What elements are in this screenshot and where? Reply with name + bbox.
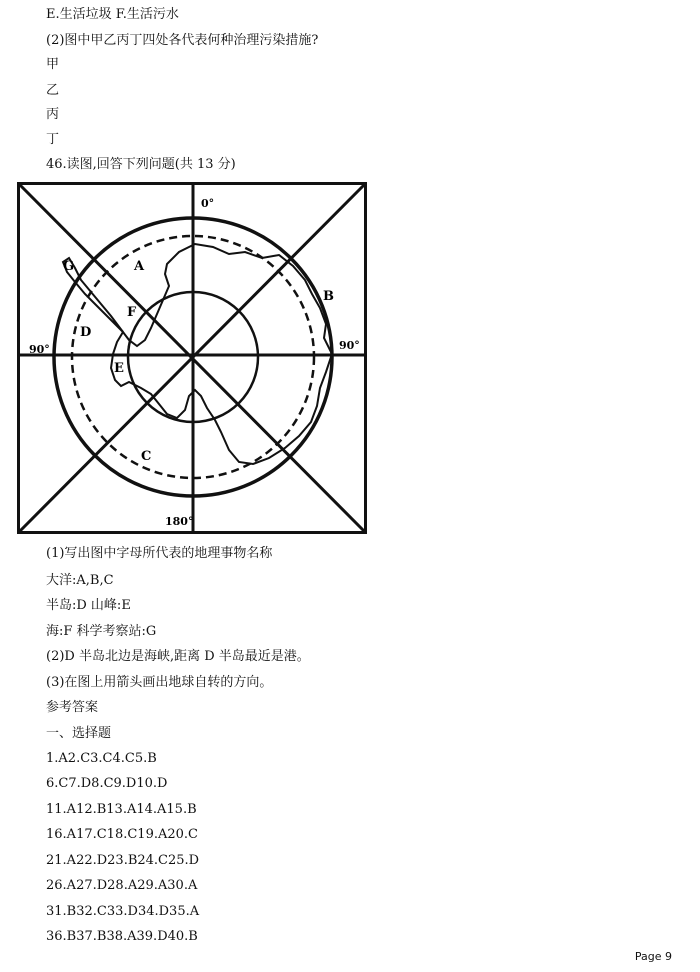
q46-peninsula: 半岛:D 山峰:E	[46, 598, 131, 613]
map-letter-b: B	[323, 289, 334, 304]
q45-options-line: E.生活垃圾 F.生活污水	[46, 7, 179, 22]
q46-heading: 46.读图,回答下列问题(共 13 分)	[46, 157, 236, 172]
antarctica-polar-map	[17, 182, 367, 534]
answer-row: 6.C7.D8.C9.D10.D	[46, 776, 168, 791]
answer-row: 16.A17.C18.C19.A20.C	[46, 827, 198, 842]
map-letter-a: A	[134, 259, 145, 274]
q45-sub2-question: (2)图中甲乙丙丁四处各代表何种治理污染措施?	[46, 33, 319, 48]
q46-ocean: 大洋:A,B,C	[46, 573, 114, 588]
degree-label-left: 90°	[29, 343, 50, 356]
q46-sub2: (2)D 半岛北边是海峡,距离 D 半岛最近是港。	[46, 649, 310, 664]
answer-row: 26.A27.D28.A29.A30.A	[46, 878, 198, 893]
map-letter-f: F	[127, 305, 137, 320]
answer-row: 11.A12.B13.A14.A15.B	[46, 802, 197, 817]
answer-row: 31.B32.C33.D34.D35.A	[46, 904, 200, 919]
answer-row: 36.B37.B38.A39.D40.B	[46, 929, 198, 944]
map-letter-e: E	[114, 361, 124, 376]
map-letter-c: C	[141, 449, 152, 464]
answers-title: 参考答案	[46, 700, 99, 715]
blank-jia: 甲	[46, 57, 60, 72]
map-letter-g: G	[63, 259, 75, 274]
degree-label-right: 90°	[339, 339, 360, 352]
page-number: Page 9	[634, 950, 672, 963]
q46-sea: 海:F 科学考察站:G	[46, 624, 157, 639]
answer-row: 21.A22.D23.B24.C25.D	[46, 853, 200, 868]
map-letter-d: D	[80, 325, 92, 340]
answers-section: 一、选择题	[46, 726, 112, 741]
blank-yi: 乙	[46, 83, 60, 98]
blank-bing: 丙	[46, 107, 60, 122]
answer-row: 1.A2.C3.C4.C5.B	[46, 751, 157, 766]
blank-ding: 丁	[46, 132, 60, 147]
q46-sub3: (3)在图上用箭头画出地球自转的方向。	[46, 675, 273, 690]
degree-label-top: 0°	[201, 197, 215, 210]
q46-sub1: (1)写出图中字母所代表的地理事物名称	[46, 546, 273, 561]
degree-label-bottom: 180°	[165, 515, 194, 528]
